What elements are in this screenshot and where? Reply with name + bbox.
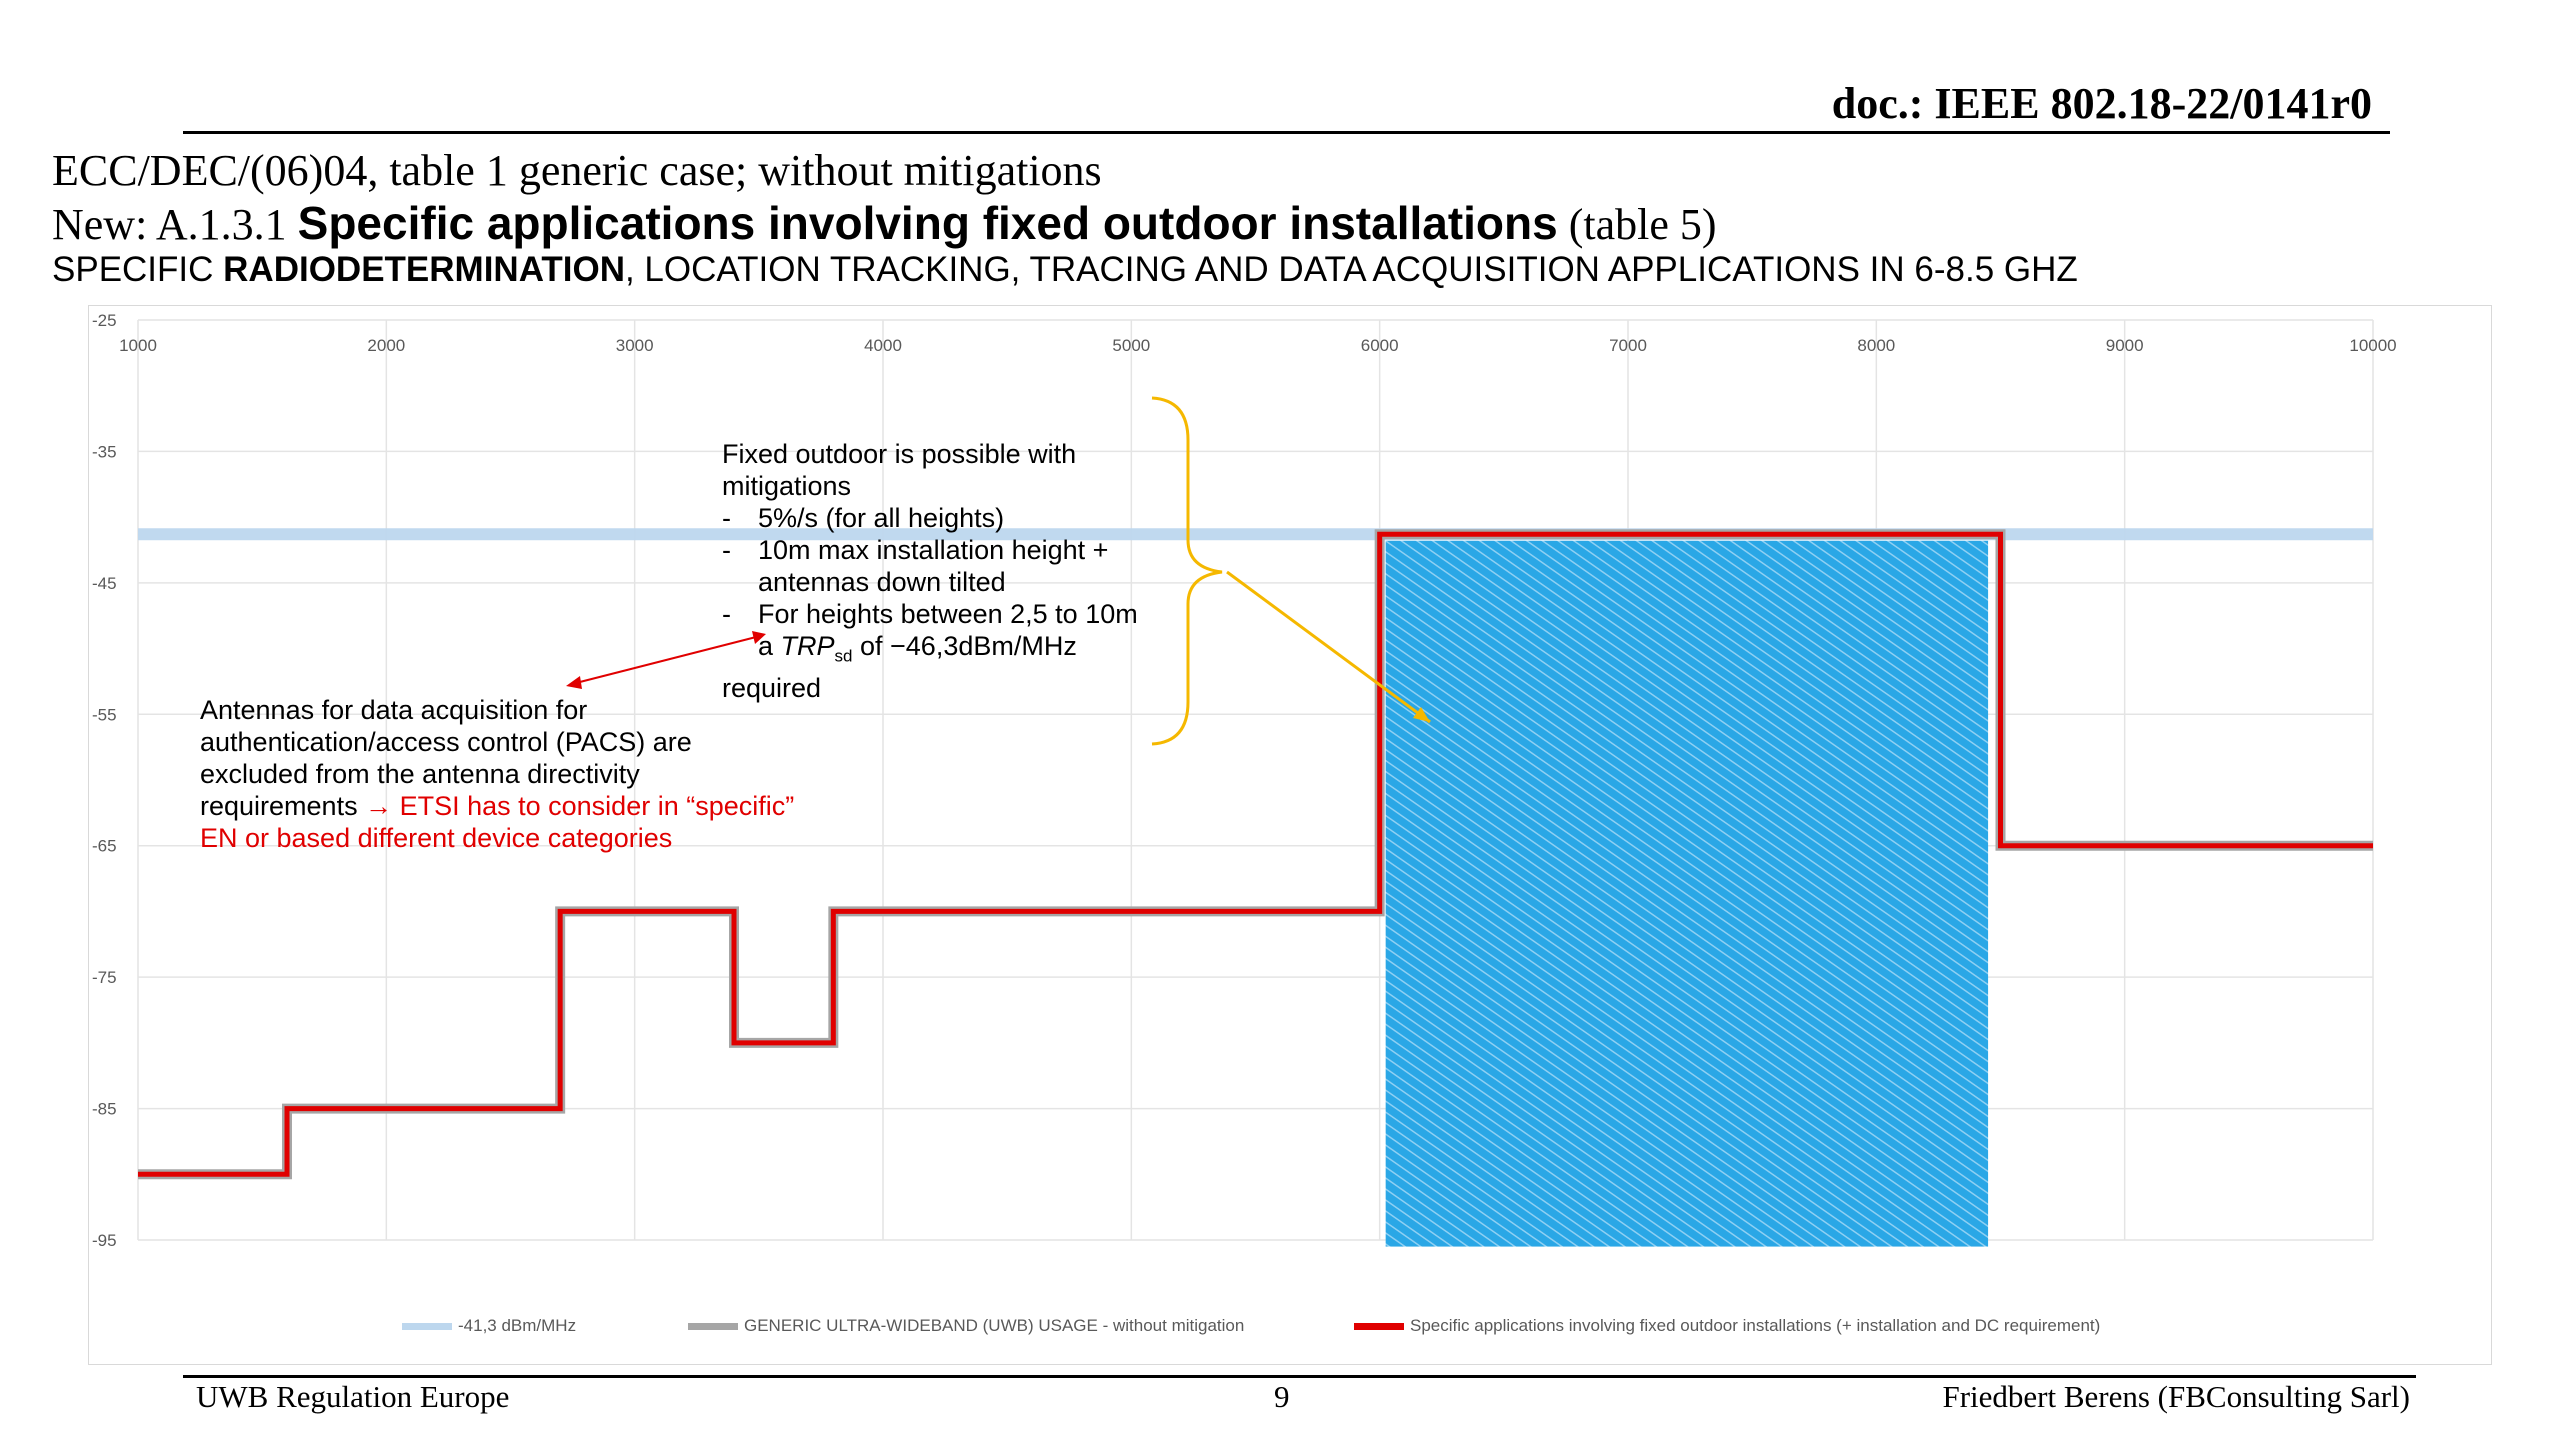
title-line-3-bold: RADIODETERMINATION [223,250,625,289]
specific-applications-line [138,534,2373,1174]
title-line-2-bold: Specific applications involving fixed outdoor installations [297,197,1558,249]
annotation-line [722,630,1138,672]
annotation-line-red: EN or based different device categories [200,823,673,853]
y-tick-label: -45 [92,573,117,593]
annotation-line: authentication/access control (PACS) are [200,727,692,757]
legend-label: Specific applications involving fixed outdoor installations (+ installation and DC requirement) [1410,1316,2101,1335]
x-tick-label: 2000 [367,336,406,355]
trp-value: of −46,3dBm/MHz [852,631,1077,661]
footer-rule [183,1375,2416,1378]
curly-brace [1152,398,1222,744]
annotation-line: excluded from the antenna directivity [200,759,640,789]
legend-item-limit [402,1316,576,1336]
legend-item-specific [1354,1316,2100,1336]
legend-swatch [1354,1323,1404,1330]
annotation-line: antennas down tilted [758,567,1006,597]
annotation-bullet: - 10m max installation height + [722,535,1109,565]
annotation-bullet: - For heights between 2,5 to 10m [722,599,1138,629]
x-tick-label: 3000 [615,336,654,355]
x-tick-label: 5000 [1112,336,1151,355]
x-tick-label: 1000 [119,336,157,355]
legend-swatch [688,1323,738,1330]
y-tick-label: -55 [92,705,117,725]
annotation-text-red: → ETSI has to consider in “specific” [365,791,795,821]
legend-label: -41,3 dBm/MHz [458,1316,577,1335]
legend-swatch [402,1323,452,1330]
annotation-line: Fixed outdoor is possible with [722,439,1077,469]
trp-subscript: sd [834,646,853,666]
x-tick-label: 4000 [864,336,902,355]
annotation-bullet: - 5%/s (for all heights) [722,503,1005,533]
annotation-line [200,790,794,822]
doc-id: doc.: IEEE 802.18-22/0141r0 [1831,79,2372,128]
annotation-bullet-text: 5%/s (for all heights) [758,503,1005,533]
title-line-1: ECC/DEC/(06)04, table 1 generic case; without mitigations [52,146,1102,195]
footer-right: Friedbert Berens (FBConsulting Sarl) [1942,1379,2410,1414]
annotation-text: requirements [200,791,366,821]
x-tick-label: 7000 [1609,336,1647,355]
footer-page-number: 9 [1274,1379,1290,1414]
generic-uwb-line [138,534,2373,1174]
hatched-region [1386,541,1988,1247]
legend-item-generic [688,1316,1244,1336]
trp-prefix: a [758,631,781,661]
x-tick-label: 8000 [1857,336,1896,355]
title-line-3-prefix: SPECIFIC [52,250,224,289]
y-tick-label: -25 [92,311,117,330]
legend-label: GENERIC ULTRA-WIDEBAND (UWB) USAGE - without mitigation [744,1316,1245,1335]
annotation-bullet-text: For heights between 2,5 to 10m [758,599,1138,629]
y-tick-label: -35 [92,442,117,462]
x-tick-label: 6000 [1360,336,1399,355]
trp-symbol: TRP [780,631,835,661]
red-arrow-head-left [566,676,582,689]
x-tick-label: 10000 [2349,336,2397,355]
title-line-3-suffix: , LOCATION TRACKING, TRACING AND DATA ACQUISITION APPLICATIONS IN 6-8.5 GHZ [624,250,2078,289]
x-tick-label: 9000 [2105,336,2144,355]
annotation-line: Antennas for data acquisition for [200,695,588,725]
title-line-2-prefix: New: A.1.3.1 [52,200,298,249]
annotation-line: mitigations [722,471,852,501]
footer-left: UWB Regulation Europe [196,1379,510,1414]
title-line-2-suffix: (table 5) [1557,200,1717,249]
annotation-bullet-text: 10m max installation height + [758,535,1109,565]
y-tick-label: -95 [92,1231,117,1250]
y-tick-label: -65 [92,836,117,856]
annotation-pacs [200,694,794,854]
y-tick-label: -75 [92,968,117,988]
y-tick-label: -85 [92,1099,117,1119]
annotation-mitigations [722,438,1138,704]
annotation-line: required [722,673,822,704]
